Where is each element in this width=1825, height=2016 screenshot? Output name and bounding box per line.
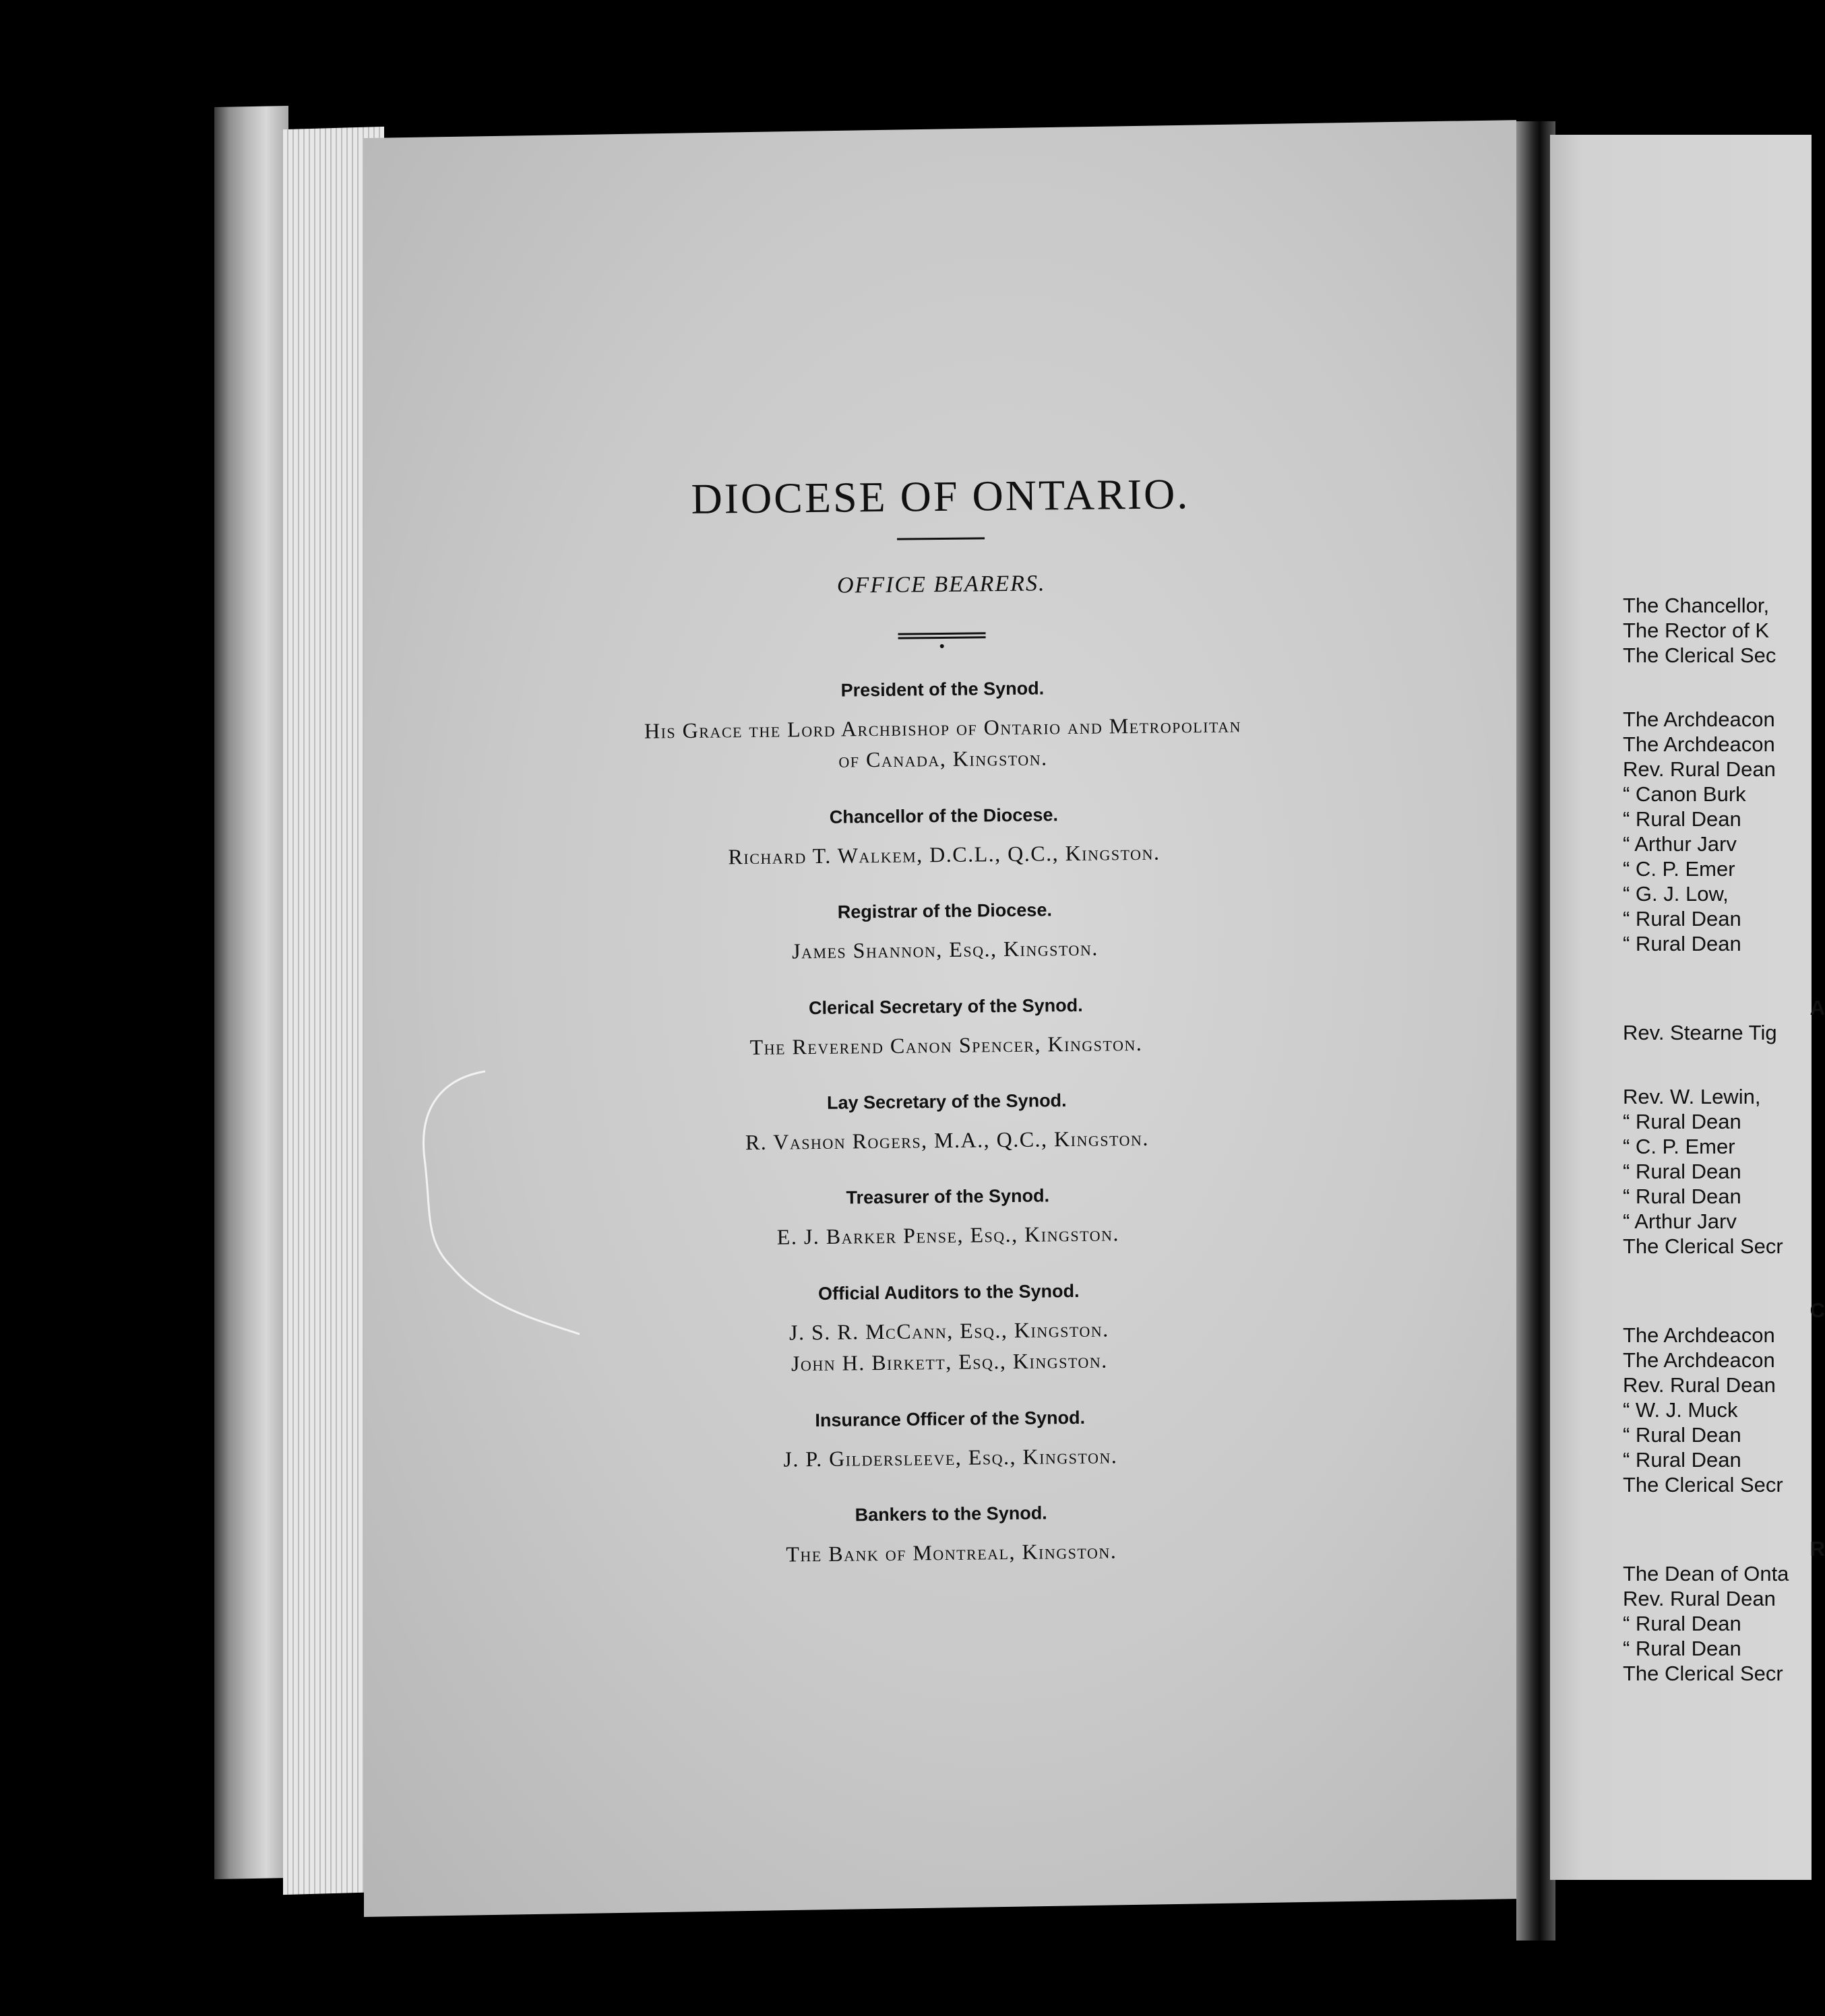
committee-member-line: “ Rural Dean [1623, 1185, 1741, 1208]
office-heading: Bankers to the Synod. [855, 1503, 1047, 1525]
committee-block-2 [1623, 707, 1825, 956]
committee-member-line: “ Arthur Jarv [1623, 1209, 1737, 1233]
ornament-dot [940, 644, 944, 648]
office-bankers [375, 1498, 1528, 1574]
office-treasurer [371, 1180, 1524, 1257]
office-holder: His Grace the Lord Archbishop of Ontario and Metropolitan [644, 712, 1242, 743]
committee-heading-3: A [1809, 996, 1825, 1019]
office-bearers-section [364, 466, 1528, 1574]
office-holder: The Reverend Canon Spencer, Kingston. [749, 1030, 1143, 1059]
office-heading: Lay Secretary of the Synod. [826, 1090, 1067, 1113]
section-subtitle: OFFICE BEARERS. [836, 571, 1046, 598]
committee-member-line: The Chancellor, [1623, 594, 1770, 617]
office-heading: President of the Synod. [840, 678, 1045, 701]
office-registrar [369, 895, 1522, 971]
committee-member-line: The Clerical Secr [1623, 1234, 1783, 1258]
committee-member-line: Rev. Rural Dean [1623, 1373, 1776, 1397]
committee-member-line: “ W. J. Muck [1623, 1398, 1738, 1422]
committee-block-6 [1623, 1561, 1825, 1686]
office-holder: John H. Birkett, Esq., Kingston. [791, 1348, 1108, 1376]
committee-member-line: “ Rural Dean [1623, 932, 1741, 955]
committee-block-3 [1623, 1020, 1825, 1045]
committee-heading-6: R [1809, 1537, 1825, 1561]
committee-member-line: Rev. Rural Dean [1623, 1587, 1776, 1610]
subtitle-rule [898, 632, 986, 635]
committee-member-line: Rev. Stearne Tig [1623, 1021, 1777, 1044]
office-holder: J. P. Gildersleeve, Esq., Kingston. [783, 1443, 1118, 1472]
committee-member-line: “ Arthur Jarv [1623, 832, 1737, 856]
office-auditors [373, 1276, 1526, 1384]
committee-member-line: The Archdeacon [1623, 1348, 1775, 1372]
committee-member-line: The Clerical Secr [1623, 1662, 1783, 1685]
office-holder: Richard T. Walkem, D.C.L., Q.C., Kingston. [728, 840, 1161, 869]
committee-block-5 [1623, 1323, 1825, 1497]
committee-member-line: “ Rural Dean [1623, 807, 1741, 831]
committee-member-line: Rev. W. Lewin, [1623, 1085, 1761, 1108]
committee-heading-5: C [1809, 1298, 1825, 1322]
committee-member-line: “ Rural Dean [1623, 1110, 1741, 1133]
book-spine-edge [214, 106, 288, 1879]
committee-block-4 [1623, 1084, 1825, 1259]
committee-member-line: “ C. P. Emer [1623, 1135, 1735, 1158]
committee-member-line: The Clerical Sec [1623, 643, 1776, 667]
office-chancellor [367, 800, 1520, 876]
office-holder: The Bank of Montreal, Kingston. [786, 1538, 1117, 1567]
office-holder: E. J. Barker Pense, Esq., Kingston. [776, 1221, 1120, 1249]
office-heading: Treasurer of the Synod. [846, 1185, 1050, 1208]
office-heading: Registrar of the Diocese. [837, 900, 1053, 922]
page-title: DIOCESE OF ONTARIO. [691, 470, 1190, 523]
office-lay-secretary [371, 1085, 1524, 1162]
office-clerical-secretary [369, 990, 1522, 1067]
committee-member-line: “ Rural Dean [1623, 1637, 1741, 1660]
committee-member-line: “ Rural Dean [1623, 1448, 1741, 1472]
office-holder: of Canada, Kingston. [838, 745, 1048, 772]
office-heading: Clerical Secretary of the Synod. [808, 995, 1083, 1018]
committee-block-1 [1623, 593, 1825, 668]
office-insurance-officer [374, 1402, 1527, 1478]
committee-member-line: The Dean of Onta [1623, 1562, 1789, 1585]
office-heading: Official Auditors to the Synod. [817, 1280, 1080, 1304]
committee-member-line: “ C. P. Emer [1623, 857, 1735, 881]
committee-member-line: “ Canon Burk [1623, 782, 1746, 806]
right-page-committees [1623, 593, 1825, 1725]
committee-member-line: “ Rural Dean [1623, 1423, 1741, 1447]
office-holder: James Shannon, Esq., Kingston. [791, 935, 1099, 964]
office-president [366, 673, 1519, 781]
office-holder: R. Vashon Rogers, M.A., Q.C., Kingston. [745, 1125, 1150, 1155]
office-holder: J. S. R. McCann, Esq., Kingston. [788, 1317, 1109, 1345]
office-heading: Chancellor of the Diocese. [829, 804, 1059, 827]
committee-member-line: The Archdeacon [1623, 732, 1775, 756]
office-heading: Insurance Officer of the Synod. [815, 1407, 1086, 1430]
committee-member-line: “ Rural Dean [1623, 1160, 1741, 1183]
committee-member-line: “ Rural Dean [1623, 907, 1741, 931]
committee-member-line: The Rector of K [1623, 619, 1770, 642]
committee-member-line: The Archdeacon [1623, 707, 1775, 731]
title-rule [897, 537, 985, 540]
committee-member-line: The Clerical Secr [1623, 1473, 1783, 1497]
committee-member-line: “ Rural Dean [1623, 1612, 1741, 1635]
committee-member-line: The Archdeacon [1623, 1323, 1775, 1347]
committee-member-line: “ G. J. Low, [1623, 882, 1729, 906]
committee-member-line: Rev. Rural Dean [1623, 757, 1776, 781]
